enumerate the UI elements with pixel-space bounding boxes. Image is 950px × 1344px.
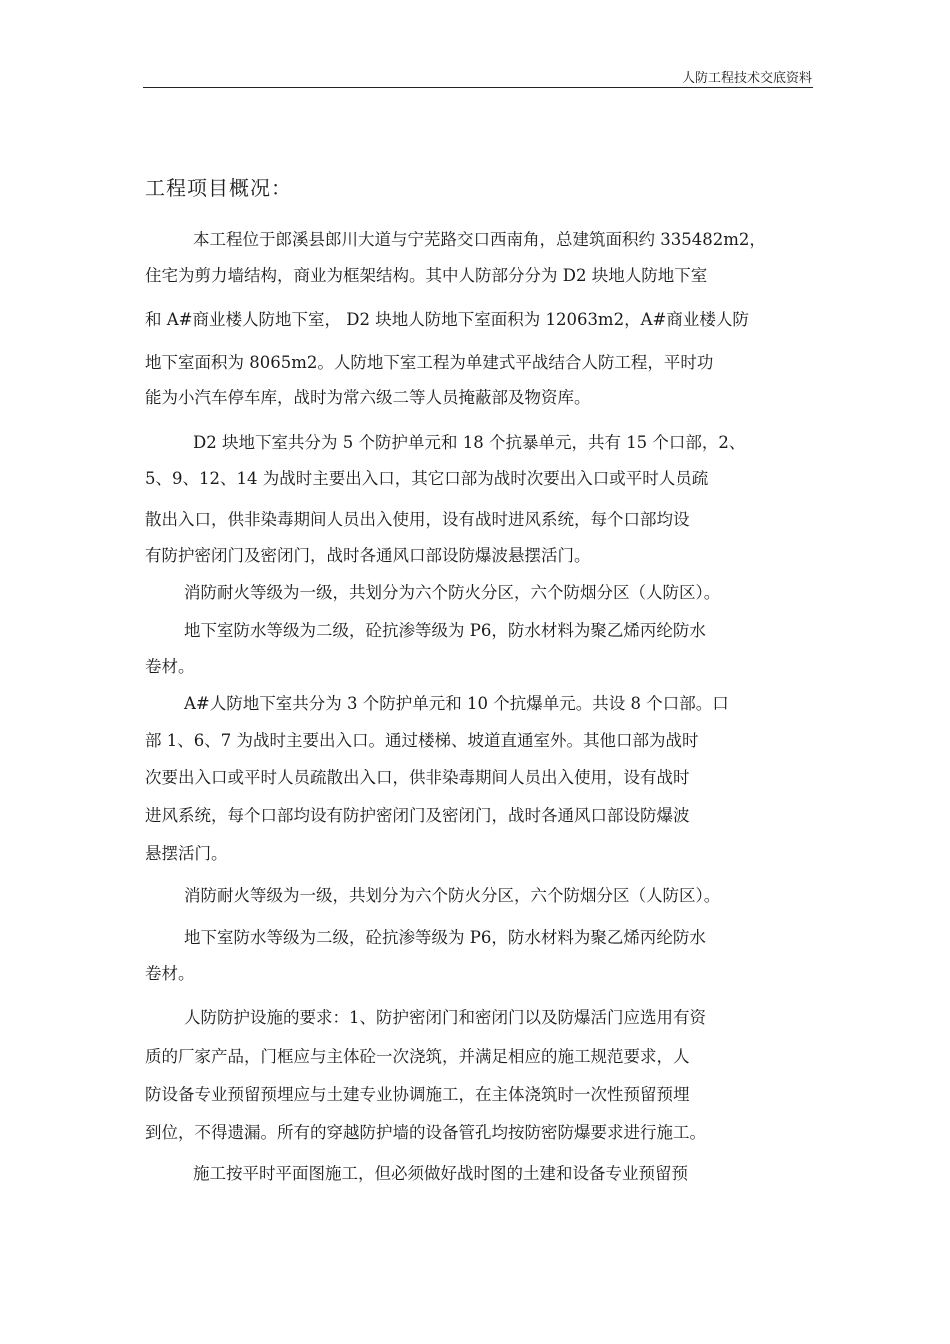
section-title: 工程项目概况： [145, 176, 292, 200]
text-line: 地下室面积为 8065m2。人防地下室工程为单建式平战结合人防工程，平时功 [145, 353, 714, 372]
header-title: 人防工程技术交底资料 [681, 71, 812, 86]
text-line: 防设备专业预留预埋应与土建专业协调施工，在主体浇筑时一次性预留预埋 [145, 1085, 690, 1104]
text-line: 消防耐火等级为一级，共划分为六个防火分区，六个防烟分区（人防区）。 [184, 583, 721, 602]
text-line: D2 块地下室共分为 5 个防护单元和 18 个抗暴单元，共有 15 个口部，2、 [193, 433, 746, 452]
text-line: 散出入口，供非染毒期间人员出入使用，设有战时进风系统，每个口部均设 [145, 510, 690, 529]
text-line: 有防护密闭门及密闭门，战时各通风口部设防爆波悬摆活门。 [145, 546, 591, 565]
text-line: 卷材。 [145, 964, 195, 983]
text-line: 部 1、6、7 为战时主要出入口。通过楼梯、坡道直通室外。其他口部为战时 [145, 731, 699, 750]
text-line: 施工按平时平面图施工，但必须做好战时图的土建和设备专业预留预 [193, 1164, 688, 1183]
text-line: 消防耐火等级为一级，共划分为六个防火分区，六个防烟分区（人防区）。 [184, 886, 721, 905]
text-line: 进风系统，每个口部均设有防护密闭门及密闭门，战时各通风口部设防爆波 [145, 806, 690, 825]
header-rule [143, 87, 813, 88]
text-line: 人防防护设施的要求：1、防护密闭门和密闭门以及防爆活门应选用有资 [184, 1008, 706, 1027]
text-line: 质的厂家产品，门框应与主体砼一次浇筑，并满足相应的施工规范要求，人 [145, 1047, 690, 1066]
text-line: A#人防地下室共分为 3 个防护单元和 10 个抗爆单元。共设 8 个口部。口 [184, 694, 729, 713]
text-line: 到位，不得遗漏。所有的穿越防护墙的设备管孔均按防密防爆要求进行施工。 [145, 1123, 706, 1142]
text-line: 悬摆活门。 [145, 844, 228, 863]
text-line: 住宅为剪力墙结构，商业为框架结构。其中人防部分分为 D2 块地人防地下室 [145, 266, 708, 285]
text-line: 5、9、12、14 为战时主要出入口，其它口部为战时次要出入口或平时人员疏 [145, 469, 709, 488]
text-line: 和 A#商业楼人防地下室， D2 块地人防地下室面积为 12063m2，A#商业楼人防 [145, 310, 749, 329]
text-line: 地下室防水等级为二级，砼抗渗等级为 P6，防水材料为聚乙烯丙纶防水 [184, 928, 706, 947]
text-line: 地下室防水等级为二级，砼抗渗等级为 P6，防水材料为聚乙烯丙纶防水 [184, 621, 706, 640]
text-line: 能为小汽车停车库，战时为常六级二等人员掩蔽部及物资库。 [145, 388, 591, 407]
text-line: 卷材。 [145, 657, 195, 676]
text-line: 次要出入口或平时人员疏散出入口，供非染毒期间人员出入使用，设有战时 [145, 768, 690, 787]
text-line: 本工程位于郎溪县郎川大道与宁芜路交口西南角，总建筑面积约 335482m2， [193, 230, 766, 249]
